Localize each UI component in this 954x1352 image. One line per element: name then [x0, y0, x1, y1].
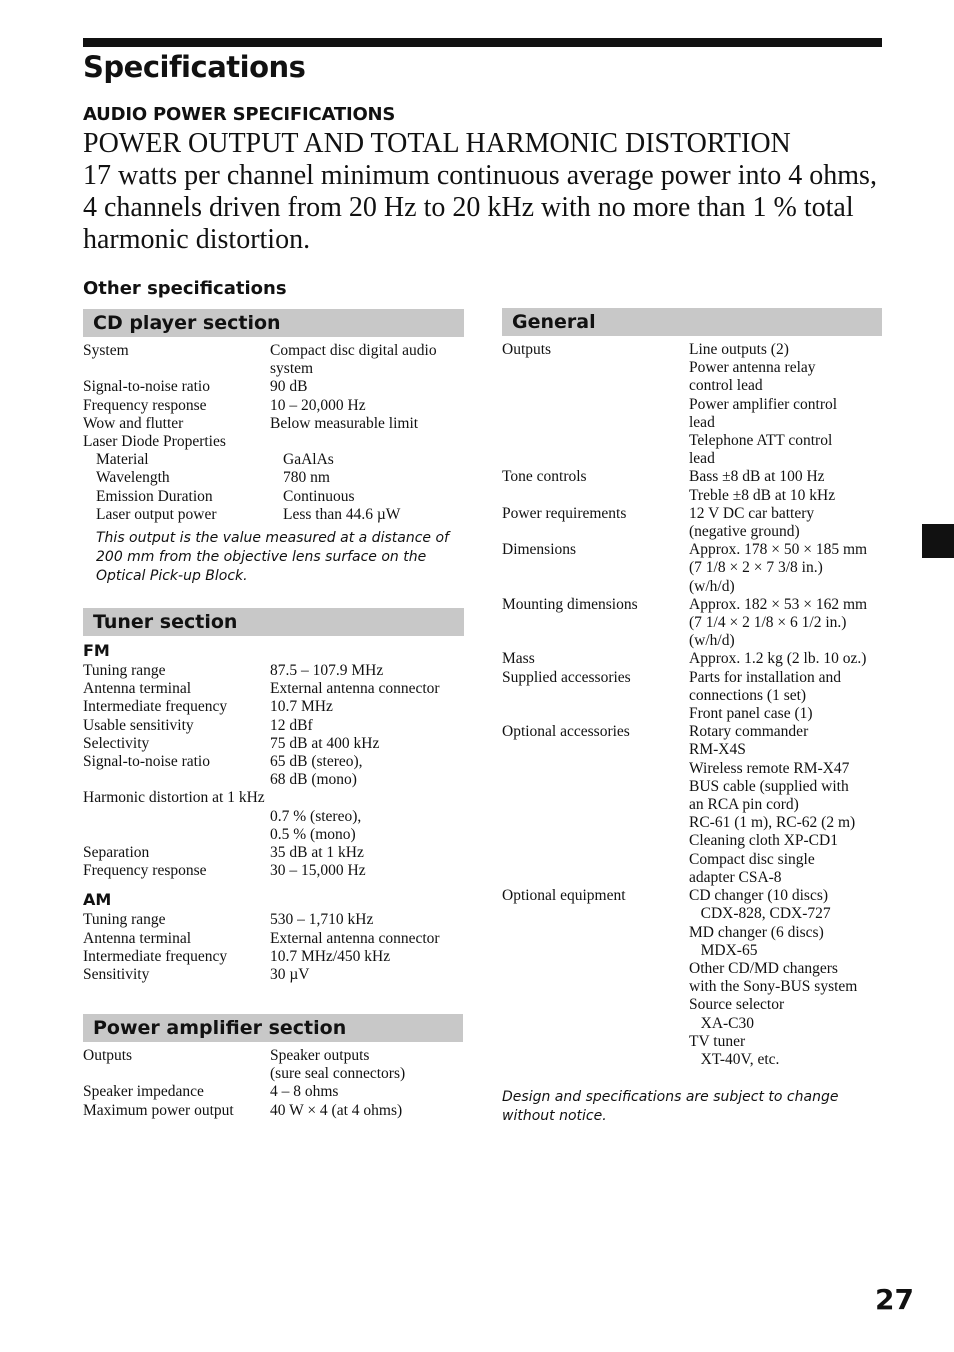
- spec-key: Dimensions: [502, 541, 577, 559]
- spec-key: [502, 905, 689, 923]
- design-note: Design and specifications are subject to change without notice.: [502, 1089, 839, 1124]
- spec-row: [502, 796, 884, 814]
- spec-key: Wavelength: [96, 469, 170, 487]
- spec-key: Laser output power: [96, 505, 217, 523]
- spec-value: Bass ±8 dB at 100 Hz: [689, 468, 825, 486]
- spec-row: [83, 789, 464, 807]
- spec-key: [502, 1033, 689, 1051]
- spec-key: [83, 771, 270, 789]
- spec-value: Line outputs (2): [689, 341, 789, 358]
- spec-value: XT-40V, etc.: [689, 1050, 780, 1068]
- spec-value: Approx. 178 × 50 × 185 mm: [689, 541, 868, 559]
- spec-value: lead: [689, 450, 715, 468]
- spec-row: [83, 469, 464, 487]
- spec-value: 12 dBf: [270, 716, 313, 734]
- spec-key: Emission Duration: [96, 487, 213, 505]
- spec-key: Laser Diode Properties: [83, 433, 226, 451]
- spec-value: 10 – 20,000 Hz: [270, 396, 366, 414]
- spec-row: [83, 451, 464, 469]
- spec-row: [83, 415, 464, 433]
- spec-value: Compact disc digital audio system: [270, 342, 437, 378]
- spec-row: [83, 911, 464, 929]
- power-output-block: [83, 128, 883, 256]
- spec-value: Continuous: [283, 487, 355, 505]
- spec-row: [83, 771, 464, 789]
- spec-key: Intermediate frequency: [83, 947, 228, 965]
- spec-row: [83, 378, 464, 396]
- spec-row: [502, 978, 884, 996]
- spec-row: [83, 1083, 464, 1101]
- spec-row: [502, 942, 884, 960]
- spec-key: [502, 1015, 689, 1033]
- spec-value: (sure seal connectors): [270, 1065, 406, 1083]
- spec-key: Sensitivity: [83, 966, 150, 984]
- page-number: 27: [875, 1283, 914, 1316]
- spec-key: [502, 996, 689, 1014]
- spec-row: [502, 1051, 884, 1069]
- spec-key: Tuning range: [83, 662, 166, 679]
- spec-key: [502, 960, 689, 978]
- spec-value: adapter CSA-8: [689, 868, 782, 886]
- spec-row: [83, 948, 464, 966]
- spec-value: 35 dB at 1 kHz: [270, 844, 364, 862]
- spec-row: [502, 851, 884, 869]
- power-output-heading: POWER OUTPUT AND TOTAL HARMONIC DISTORTION: [83, 128, 791, 159]
- spec-row: [502, 505, 884, 523]
- spec-key: Tone controls: [502, 468, 587, 486]
- spec-key: Power requirements: [502, 504, 627, 522]
- spec-value: Other CD/MD changers: [689, 959, 838, 977]
- spec-row: [502, 924, 884, 942]
- spec-key: [502, 869, 689, 887]
- page-title: Specifications: [83, 50, 306, 84]
- spec-row: [83, 862, 464, 880]
- spec-key: Antenna terminal: [83, 680, 192, 698]
- fm-label: FM: [83, 641, 110, 660]
- spec-value: Power antenna relay: [689, 359, 816, 377]
- spec-value: with the Sony-BUS system: [689, 978, 858, 996]
- spec-key: Signal-to-noise ratio: [83, 753, 210, 771]
- spec-row: [83, 698, 464, 716]
- am-rows: [83, 911, 464, 984]
- top-rule: [83, 38, 882, 47]
- spec-key: Outputs: [502, 341, 552, 358]
- spec-value: Telephone ATT control: [689, 432, 833, 450]
- spec-value: 10.7 MHz/450 kHz: [270, 947, 391, 965]
- spec-value: 780 nm: [283, 469, 330, 487]
- spec-value: connections (1 set): [689, 686, 807, 704]
- spec-row: [502, 414, 884, 432]
- spec-value: Cleaning cloth XP-CD1: [689, 832, 838, 850]
- spec-row: [502, 396, 884, 414]
- spec-value: [265, 789, 464, 807]
- spec-key: [502, 523, 689, 541]
- fm-rows: [83, 662, 464, 880]
- spec-value: 30 µV: [270, 966, 310, 984]
- spec-value: an RCA pin cord): [689, 796, 799, 814]
- spec-key: [502, 396, 689, 414]
- spec-row: [83, 735, 464, 753]
- spec-value: CDX-828, CDX-727: [689, 905, 831, 923]
- spec-key: Antenna terminal: [83, 929, 192, 947]
- spec-row: [502, 468, 884, 486]
- spec-value: Rotary commander: [689, 723, 809, 741]
- amp-section-heading: Power amplifier section: [83, 1014, 463, 1042]
- spec-key: Mounting dimensions: [502, 595, 638, 613]
- spec-key: [502, 432, 689, 450]
- spec-row: [83, 1065, 464, 1083]
- spec-row: [502, 760, 884, 778]
- spec-key: [502, 687, 689, 705]
- spec-key: [502, 359, 689, 377]
- spec-value: 65 dB (stereo),: [270, 753, 363, 771]
- spec-value: (7 1/4 × 2 1/8 × 6 1/2 in.): [689, 614, 847, 632]
- spec-key: [502, 778, 689, 796]
- spec-value: 0.7 % (stereo),: [270, 807, 362, 825]
- spec-row: [83, 433, 464, 451]
- spec-row: [502, 1033, 884, 1051]
- spec-value: (negative ground): [689, 523, 800, 541]
- spec-key: [502, 614, 689, 632]
- spec-value: Parts for installation and: [689, 668, 841, 686]
- spec-row: [502, 705, 884, 723]
- tuner-section-heading: Tuner section: [83, 608, 464, 636]
- spec-value: GaAlAs: [283, 451, 334, 469]
- spec-key: [502, 760, 689, 778]
- spec-value: MDX-65: [689, 941, 758, 959]
- spec-value: 12 V DC car battery: [689, 504, 815, 522]
- spec-value: 40 W × 4 (at 4 ohms): [270, 1101, 403, 1119]
- spec-value: Below measurable limit: [270, 414, 419, 432]
- spec-key: [502, 1051, 689, 1069]
- spec-row: [502, 487, 884, 505]
- spec-value: Front panel case (1): [689, 705, 813, 723]
- spec-row: [502, 869, 884, 887]
- spec-key: [83, 826, 270, 844]
- spec-row: [502, 559, 884, 577]
- spec-row: [502, 377, 884, 395]
- amp-spec-list: [83, 1047, 464, 1120]
- spec-key: Selectivity: [83, 734, 150, 752]
- spec-key: Frequency response: [83, 862, 207, 880]
- spec-value: RM-X4S: [689, 741, 746, 759]
- spec-row: [502, 614, 884, 632]
- spec-value: 530 – 1,710 kHz: [270, 911, 374, 929]
- spec-row: [502, 723, 884, 741]
- spec-key: [502, 632, 689, 650]
- spec-row: [83, 662, 464, 680]
- spec-key: Outputs: [83, 1047, 133, 1064]
- spec-row: [502, 359, 884, 377]
- spec-key: Wow and flutter: [83, 414, 184, 432]
- cd-spec-list: [83, 342, 464, 524]
- spec-row: [502, 578, 884, 596]
- spec-row: [83, 966, 464, 984]
- spec-key: [502, 942, 689, 960]
- spec-row: [83, 397, 464, 415]
- spec-value: Power amplifier control: [689, 395, 838, 413]
- other-specs-heading: Other specifications: [83, 278, 287, 299]
- spec-row: [83, 1047, 464, 1065]
- spec-value: 75 dB at 400 kHz: [270, 734, 380, 752]
- spec-value: RC-61 (1 m), RC-62 (2 m): [689, 814, 856, 832]
- spec-key: [502, 377, 689, 395]
- spec-value: Source selector: [689, 996, 785, 1014]
- spec-value: Approx. 1.2 kg (2 lb. 10 oz.): [689, 650, 867, 668]
- spec-key: [502, 814, 689, 832]
- spec-key: Harmonic distortion at 1 kHz: [83, 789, 265, 807]
- spec-value: lead: [689, 413, 715, 431]
- spec-key: Optional accessories: [502, 723, 630, 741]
- spec-key: [502, 559, 689, 577]
- general-spec-list: [502, 341, 884, 1069]
- spec-value: MD changer (6 discs): [689, 923, 824, 941]
- spec-key: Separation: [83, 844, 150, 862]
- spec-value: External antenna connector: [270, 929, 440, 947]
- spec-key: Speaker impedance: [83, 1083, 204, 1101]
- spec-row: [83, 753, 464, 771]
- spec-key: Supplied accessories: [502, 668, 631, 686]
- spec-row: [502, 905, 884, 923]
- spec-row: [502, 832, 884, 850]
- spec-row: [502, 541, 884, 559]
- spec-row: [502, 669, 884, 687]
- spec-key: [502, 741, 689, 759]
- spec-key: [502, 414, 689, 432]
- spec-row: [502, 814, 884, 832]
- power-output-text: 17 watts per channel minimum continuous average power into 4 ohms, 4 channels driven from 20 Hz to 20 kHz with no more than 1 % total harmonic distortion.: [83, 160, 877, 255]
- spec-key: Optional equipment: [502, 887, 626, 905]
- spec-value: Treble ±8 dB at 10 kHz: [689, 486, 836, 504]
- spec-row: [83, 342, 464, 378]
- laser-note: This output is the value measured at a distance of 200 mm from the objective lens surface on the Optical Pick-up Block.: [96, 530, 449, 584]
- spec-key: [502, 705, 689, 723]
- spec-key: Signal-to-noise ratio: [83, 378, 210, 396]
- spec-row: [502, 341, 884, 359]
- spec-value: BUS cable (supplied with: [689, 777, 849, 795]
- spec-row: [502, 632, 884, 650]
- spec-value: 87.5 – 107.9 MHz: [270, 662, 384, 679]
- audio-power-heading: AUDIO POWER SPECIFICATIONS: [83, 104, 396, 125]
- spec-key: Material: [96, 451, 149, 469]
- spec-value: Wireless remote RM-X47: [689, 759, 850, 777]
- spec-key: [502, 832, 689, 850]
- spec-row: [502, 996, 884, 1014]
- spec-key: [502, 851, 689, 869]
- spec-row: [83, 826, 464, 844]
- spec-row: [83, 680, 464, 698]
- spec-value: (7 1/8 × 2 × 7 3/8 in.): [689, 559, 823, 577]
- spec-value: 90 dB: [270, 378, 308, 396]
- spec-value: XA-C30: [689, 1014, 755, 1032]
- spec-value: Approx. 182 × 53 × 162 mm: [689, 595, 868, 613]
- spec-row: [83, 488, 464, 506]
- spec-value: TV tuner: [689, 1032, 746, 1050]
- spec-key: Intermediate frequency: [83, 698, 228, 716]
- spec-key: Maximum power output: [83, 1101, 234, 1119]
- spec-key: System: [83, 342, 129, 359]
- spec-value: (w/h/d): [689, 632, 735, 650]
- spec-row: [502, 741, 884, 759]
- spec-key: [83, 808, 270, 826]
- spec-row: [83, 717, 464, 735]
- spec-row: [502, 596, 884, 614]
- spec-row: [502, 432, 884, 450]
- spec-row: [502, 523, 884, 541]
- spec-key: [502, 796, 689, 814]
- general-section-heading: General: [502, 308, 882, 336]
- spec-key: [502, 978, 689, 996]
- spec-key: [502, 450, 689, 468]
- cd-section-heading: CD player section: [83, 309, 464, 337]
- spec-value: 4 – 8 ohms: [270, 1083, 339, 1101]
- spec-value: 68 dB (mono): [270, 771, 357, 789]
- spec-row: [83, 808, 464, 826]
- spec-key: [83, 1065, 270, 1083]
- spec-value: External antenna connector: [270, 680, 440, 698]
- section-tab: [922, 524, 954, 558]
- spec-key: [502, 487, 689, 505]
- spec-value: Less than 44.6 µW: [283, 505, 401, 523]
- spec-value: (w/h/d): [689, 577, 735, 595]
- spec-row: [502, 450, 884, 468]
- spec-value: Speaker outputs: [270, 1047, 370, 1064]
- spec-key: [502, 924, 689, 942]
- spec-value: Compact disc single: [689, 850, 815, 868]
- spec-row: [502, 650, 884, 668]
- spec-key: [502, 578, 689, 596]
- spec-row: [83, 844, 464, 862]
- spec-row: [83, 1102, 464, 1120]
- am-label: AM: [83, 890, 112, 910]
- spec-row: [502, 960, 884, 978]
- spec-value: 10.7 MHz: [270, 698, 333, 716]
- spec-value: 0.5 % (mono): [270, 825, 356, 843]
- spec-row: [502, 1015, 884, 1033]
- spec-row: [502, 887, 884, 905]
- spec-value: 30 – 15,000 Hz: [270, 862, 366, 880]
- spec-row: [502, 687, 884, 705]
- spec-value: CD changer (10 discs): [689, 887, 829, 905]
- spec-value: control lead: [689, 377, 763, 395]
- spec-row: [502, 778, 884, 796]
- spec-key: Mass: [502, 650, 535, 668]
- spec-key: Tuning range: [83, 911, 166, 929]
- spec-key: Frequency response: [83, 396, 207, 414]
- spec-key: Usable sensitivity: [83, 716, 194, 734]
- spec-row: [83, 930, 464, 948]
- tuner-spec-list: [83, 640, 464, 984]
- spec-row: [83, 506, 464, 524]
